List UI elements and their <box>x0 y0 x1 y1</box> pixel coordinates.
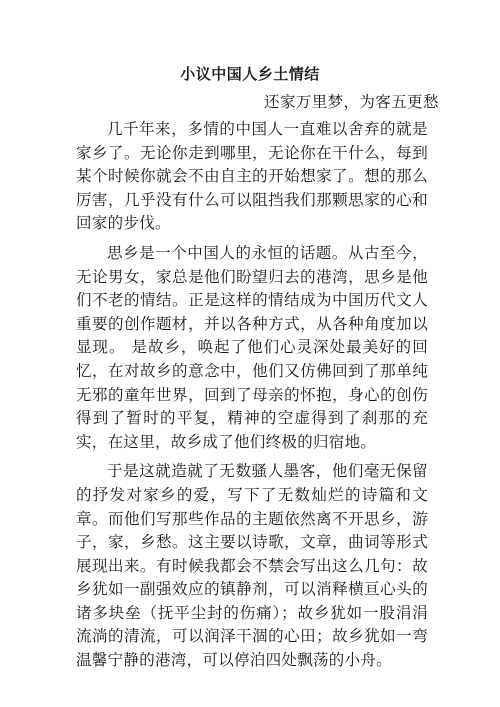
document-subtitle: 还家万里梦，为客五更愁 <box>264 93 439 111</box>
paragraph-1: 几千年来，多情的中国人一直难以舍弃的就是家乡了。无论你走到哪里，无论你在干什么，每到某个时候你就会不由自主的开始想家了。想的那么厉害，几乎没有什么可以阻挡我们那颗思家的心和回家的步伐。 <box>76 120 428 233</box>
paragraph-2: 思乡是一个中国人的永恒的话题。从古至今，无论男女，家总是他们盼望归去的港湾，思乡是他们不老的情结。正是这样的情结成为中国历代文人重要的创作题材，并以各种方式，从各种角度加以显现。 是故乡，唤起了他们心灵深处最美好的回忆，在对故乡的意念中，他们又仿佛回到了那单纯无邪的童年世界，回到了母亲的怀抱，身心的创伤得到了暂时的平复，精神的空虚得到了刹那的充实，在这里，故乡成了他们终极的归宿地。 <box>76 243 428 451</box>
document-body <box>76 118 428 679</box>
document-title: 小议中国人乡土情结 <box>180 65 320 83</box>
paragraph-3: 于是这就造就了无数骚人墨客，他们毫无保留的抒发对家乡的爱，写下了无数灿烂的诗篇和文章。而他们写那些作品的主题依然离不开思乡，游子，家，乡愁。这主要以诗歌，文章，曲词等形式展现出来。有时候我都会不禁会写出这么几句：故乡犹如一副强效应的镇静剂，可以消释横亘心头的诸多块垒（抚平尘封的伤痛）；故乡犹如一股涓涓流淌的清流，可以润泽干涸的心田；故乡犹如一弯温馨宁静的港湾，可以停泊四处飘荡的小舟。 <box>76 462 428 670</box>
